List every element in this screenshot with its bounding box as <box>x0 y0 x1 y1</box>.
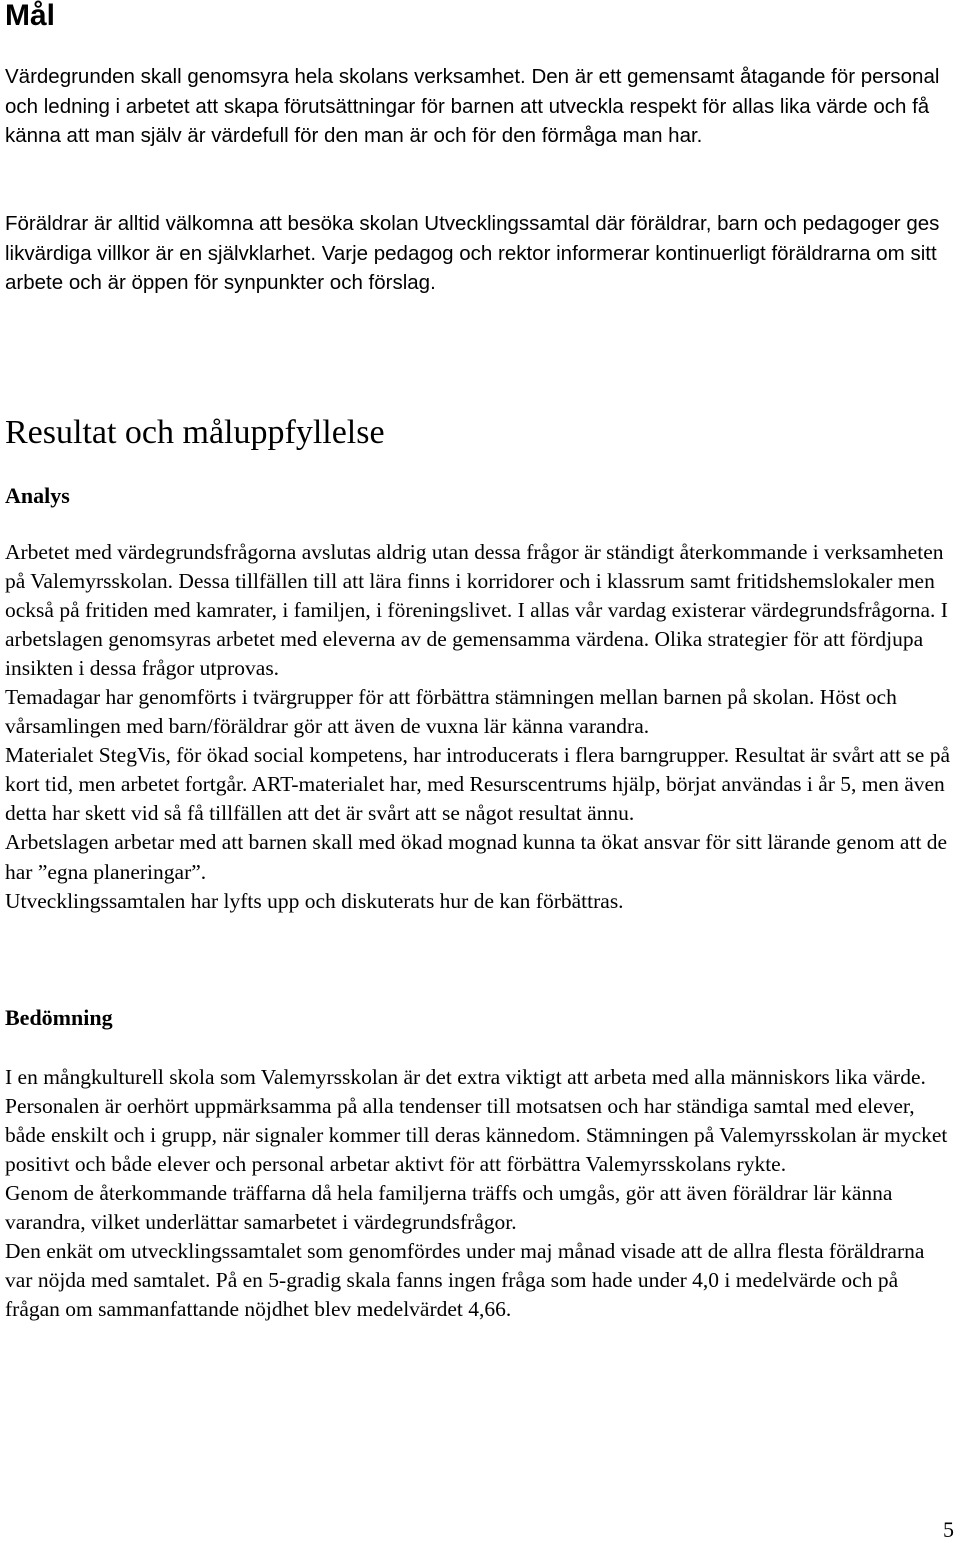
analysis-paragraph: Utvecklingssamtalen har lyfts upp och diskuterats hur de kan förbättras. <box>5 888 624 913</box>
assessment-body <box>5 1063 957 1324</box>
section-heading-results: Resultat och måluppfyllelse <box>5 414 385 451</box>
analysis-paragraph: Arbetslagen arbetar med att barnen skall med ökad mognad kunna ta ökat ansvar för sitt lärande genom att de har ”egna planeringar”. <box>5 830 948 884</box>
subheading-assessment: Bedömning <box>5 1005 113 1030</box>
assessment-paragraph: Den enkät om utvecklingssamtalet som genomfördes under maj månad visade att de allra flesta föräldrarna var nöjda med samtalet. På en 5-gradig skala fanns ingen fråga som hade under 4,0 i medelvärde och på frågan om sammanfattande nöjdhet blev medelvärdet 4,66. <box>5 1239 925 1322</box>
analysis-paragraph: Temadagar har genomförts i tvärgrupper för att förbättra stämningen mellan barnen på skolan. Höst och vårsamlingen med barn/föräldrar gör att även de vuxna lär känna varandra. <box>5 685 897 739</box>
page-number: 5 <box>943 1517 954 1542</box>
analysis-body <box>5 538 957 916</box>
goals-paragraph-1: Värdegrunden skall genomsyra hela skolans verksamhet. Den är ett gemensamt åtagande för personal och ledning i arbetet att skapa förutsättningar för barnen att utveckla respekt för allas lika värde och få känna att man själv är värdefull för den man är och för den förmåga man har. <box>5 65 940 147</box>
analysis-paragraph: Arbetet med värdegrundsfrågorna avslutas aldrig utan dessa frågor är ständigt återkommande i verksamheten på Valemyrsskolan. Dessa tillfällen till att lära finns i korridorer och i klassrum samt fritidshemslokaler men också på fritiden med kamrater, i familjen, i föreningslivet. I allas vår vardag existerar värdegrundsfrågorna. I arbetslagen genomsyras arbetet med eleverna av de gemensamma värdena. Olika strategier för att fördjupa insikten i dessa frågor utprovas. <box>5 540 948 681</box>
section-heading-goals: Mål <box>5 0 56 32</box>
assessment-paragraph: I en mångkulturell skola som Valemyrsskolan är det extra viktigt att arbeta med alla människors lika värde. Personalen är oerhört uppmärksamma på alla tendenser till motsatsen och har ständiga samtal med elever, både enskilt och i grupp, när signaler kommer till deras kännedom. Stämningen på Valemyrsskolan är mycket positivt och både elever och personal arbetar aktivt för att förbättra Valemyrsskolans rykte. <box>5 1065 948 1177</box>
analysis-paragraph: Materialet StegVis, för ökad social kompetens, har introducerats i flera barngrupper. Resultat är svårt att se på kort tid, men arbetet fortgår. ART-materialet har, med Resurscentrums hjälp, börjat användas i år 5, men även detta har skett vid så få tillfällen att det är svårt att se något resultat ännu. <box>5 743 950 826</box>
subheading-analysis: Analys <box>5 483 70 508</box>
goals-paragraph-2: Föräldrar är alltid välkomna att besöka skolan Utvecklingssamtal där föräldrar, barn och pedagoger ges likvärdiga villkor är en självklarhet. Varje pedagog och rektor informerar kontinuerligt föräldrarna om sitt arbete och är öppen för synpunkter och förslag. <box>5 212 940 294</box>
assessment-paragraph: Genom de återkommande träffarna då hela familjerna träffs och umgås, gör att även föräldrar lär känna varandra, vilket underlättar samarbetet i värdegrundsfrågor. <box>5 1181 893 1235</box>
